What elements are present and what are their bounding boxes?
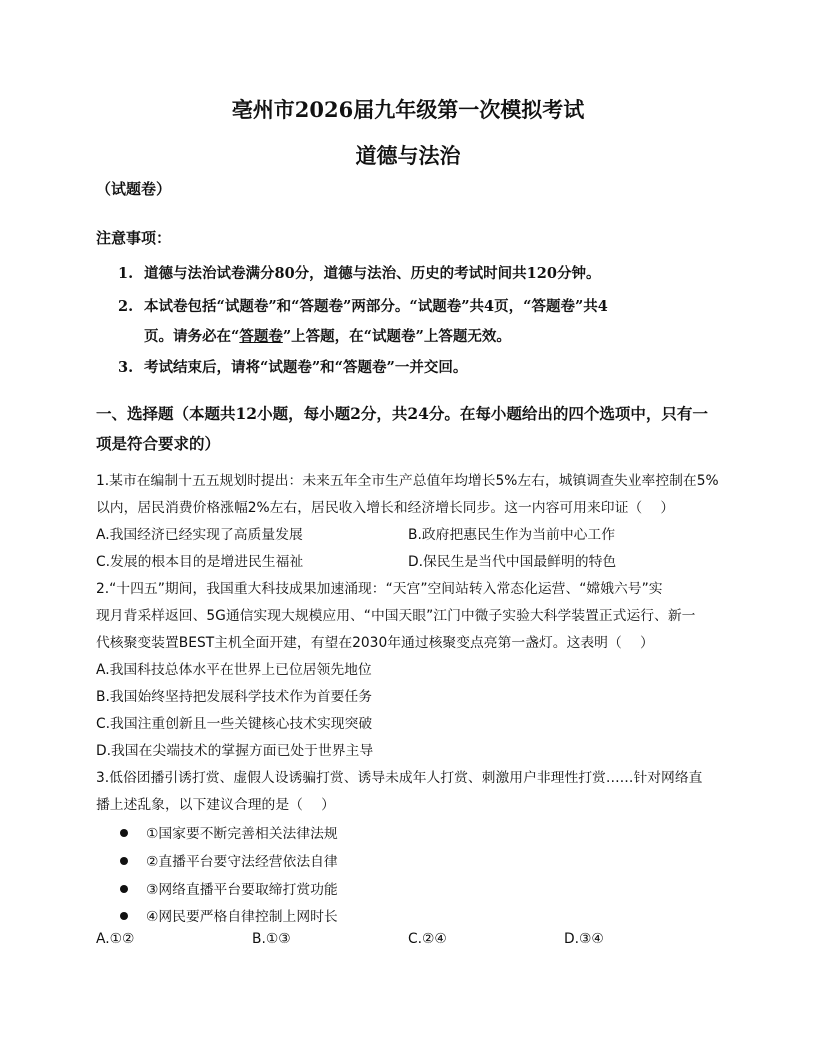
notice-item-text: 道德与法治试卷满分80分，道德与法治、历史的考试时间共120分钟。 xyxy=(144,265,601,282)
notice-item-text: 考试结束后，请将“试题卷”和“答题卷”一并交回。 xyxy=(144,359,468,376)
statement-text: ③网络直播平台要取缔打赏功能 xyxy=(146,882,338,898)
notice-item-1 xyxy=(118,262,600,283)
notice-item-3 xyxy=(118,356,467,377)
q3-statement-1 xyxy=(120,822,338,842)
statement-text: ④网民要严格自律控制上网时长 xyxy=(146,909,338,925)
section-heading-line-2: 项是符合要求的） xyxy=(96,434,221,453)
q2-stem-line-1: 2.“十四五”期间，我国重大科技成果加速涌现：“天宫”空间站转入常态化运营、“嫦娥六号”实 xyxy=(96,581,663,597)
q3-option-a: A.①② xyxy=(96,931,135,947)
q2-option-d: D.我国在尖端技术的掌握方面已处于世界主导 xyxy=(96,743,374,759)
answer-sheet-underlined: 答题卷 xyxy=(239,328,283,345)
q2-option-a: A.我国科技总体水平在世界上已位居领先地位 xyxy=(96,662,372,678)
notice-item-text: 本试卷包括“试题卷”和“答题卷”两部分。“试题卷”共4页，“答题卷”共4 xyxy=(144,298,608,315)
section-heading-line-1: 一、选择题（本题共12小题，每小题2分，共24分。在每小题给出的四个选项中，只有一 xyxy=(96,404,708,423)
q3-statement-2 xyxy=(120,850,338,870)
notice-item-2-continued xyxy=(144,325,511,346)
q2-option-c: C.我国注重创新且一些关键核心技术实现突破 xyxy=(96,716,373,732)
q3-option-c: C.②④ xyxy=(408,931,447,947)
q2-stem-line-2: 现月背采样返回、5G通信实现大规模应用、“中国天眼”江门中微子实验大科学装置正式运行、新一 xyxy=(96,608,696,624)
q3-stem-line-1: 3.低俗团播引诱打赏、虚假人设诱骗打赏、诱导未成年人打赏、刺激用户非理性打赏……针对网络直 xyxy=(96,770,703,786)
q3-statement-3 xyxy=(120,878,338,898)
notice-item-number: 2. xyxy=(118,298,134,315)
q1-option-b: B.政府把惠民生作为当前中心工作 xyxy=(408,527,616,543)
q1-stem-line-1: 1.某市在编制十五五规划时提出：未来五年全市生产总值年均增长5%左右，城镇调查失业率控制在5% xyxy=(96,473,719,489)
bullet-icon xyxy=(120,912,128,920)
subject-title: 道德与法治 xyxy=(355,143,461,168)
notice-item-number: 1. xyxy=(118,265,134,282)
q3-stem-line-2: 播上述乱象，以下建议合理的是（ ） xyxy=(96,797,335,813)
statement-text: ①国家要不断完善相关法律法规 xyxy=(146,826,338,842)
notice-item-2 xyxy=(118,295,608,316)
q1-stem-line-2: 以内，居民消费价格涨幅2%左右，居民收入增长和经济增长同步。这一内容可用来印证（ ） xyxy=(96,500,675,516)
bullet-icon xyxy=(120,829,128,837)
notice-item-number: 3. xyxy=(118,359,134,376)
q1-option-a: A.我国经济已经实现了高质量发展 xyxy=(96,527,303,543)
q2-stem-line-3: 代核聚变装置BEST主机全面开建，有望在2030年通过核聚变点亮第一盏灯。这表明（ ） xyxy=(96,635,654,651)
q1-option-c: C.发展的根本目的是增进民生福祉 xyxy=(96,554,304,570)
q1-option-d: D.保民生是当代中国最鲜明的特色 xyxy=(408,554,617,570)
statement-text: ②直播平台要守法经营依法自律 xyxy=(146,854,338,870)
notice-item-text: ”上答题，在“试题卷”上答题无效。 xyxy=(282,328,511,345)
exam-title: 亳州市2026届九年级第一次模拟考试 xyxy=(231,97,585,122)
paper-type-label: （试题卷） xyxy=(96,180,172,198)
bullet-icon xyxy=(120,885,128,893)
q3-option-d: D.③④ xyxy=(564,931,604,947)
q2-option-b: B.我国始终坚持把发展科学技术作为首要任务 xyxy=(96,689,372,705)
q3-statement-4 xyxy=(120,905,338,925)
notice-heading: 注意事项： xyxy=(96,229,172,247)
notice-item-text: 页。请务必在“ xyxy=(144,328,240,345)
bullet-icon xyxy=(120,857,128,865)
q3-option-b: B.①③ xyxy=(252,931,291,947)
